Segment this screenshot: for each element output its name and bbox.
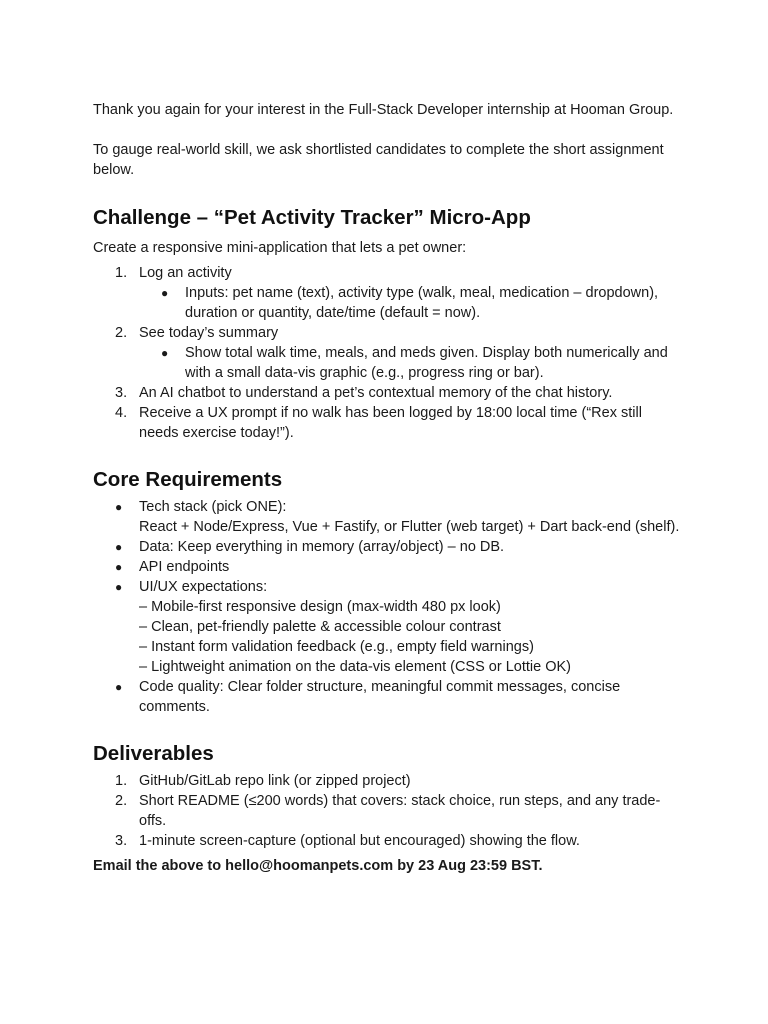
challenge-item [93,383,683,403]
core-requirements-heading: Core Requirements [93,468,283,491]
uiux-point: – Clean, pet-friendly palette & accessible colour contrast [139,619,501,635]
challenge-lead: Create a responsive mini-application that lets a pet owner: [93,240,467,256]
intro-paragraph-1: Thank you again for your interest in the Full-Stack Developer internship at Hooman Group. [93,102,674,118]
bullet-icon: ● [115,580,123,594]
challenge-sublist [139,343,683,383]
deliverable-item [93,831,683,851]
requirement-item [93,537,683,557]
item-text: GitHub/GitLab repo link (or zipped project) [139,773,411,789]
challenge-heading: Challenge – “Pet Activity Tracker” Micro-App [93,206,531,229]
sublist-item-text: Show total walk time, meals, and meds given. Display both numerically and with a small data-vis graphic (e.g., progress ring or bar). [185,345,668,381]
sublist-item-text: Inputs: pet name (text), activity type (walk, meal, medication – dropdown), duration or quantity, date/time (default = now). [185,285,659,321]
uiux-label: UI/UX expectations: [139,579,268,595]
item-number: 4. [115,405,128,421]
deliverable-item [93,771,683,791]
item-text: Receive a UX prompt if no walk has been logged by 18:00 local time (“Rex still needs exercise today!”). [139,405,642,441]
item-number: 1. [115,265,128,281]
document-body [93,100,683,876]
item-number: 2. [115,793,128,809]
core-requirements-list [93,497,683,717]
requirement-item [93,557,683,577]
challenge-item [93,403,683,443]
intro-paragraph-2: To gauge real-world skill, we ask shortlisted candidates to complete the short assignment below. [93,142,664,178]
item-number: 3. [115,385,128,401]
item-text: 1-minute screen-capture (optional but encouraged) showing the flow. [139,833,580,849]
item-text: See today’s summary [139,325,279,341]
item-text: Short README (≤200 words) that covers: stack choice, run steps, and any trade-offs. [139,793,661,829]
item-number: 3. [115,833,128,849]
sublist-item [139,343,683,383]
bullet-icon: ● [115,560,123,574]
tech-stack-options: React + Node/Express, Vue + Fastify, or Flutter (web target) + Dart back-end (shelf). [139,519,680,535]
email-instruction: Email the above to hello@hoomanpets.com by 23 Aug 23:59 BST. [93,858,543,874]
challenge-list [93,263,683,443]
requirement-item [93,577,683,677]
uiux-point: – Lightweight animation on the data-vis element (CSS or Lottie OK) [139,659,572,675]
bullet-icon: ● [161,286,169,300]
deliverables-heading: Deliverables [93,742,214,765]
requirement-item [93,497,683,537]
item-number: 1. [115,773,128,789]
bullet-icon: ● [115,540,123,554]
tech-stack-label: Tech stack (pick ONE): [139,499,287,515]
challenge-item [93,263,683,323]
api-requirement: API endpoints [139,559,230,575]
data-requirement: Data: Keep everything in memory (array/object) – no DB. [139,539,505,555]
bullet-icon: ● [115,680,123,694]
bullet-icon: ● [115,500,123,514]
challenge-sublist [139,283,683,323]
uiux-point: – Instant form validation feedback (e.g., empty field warnings) [139,639,534,655]
uiux-point: – Mobile-first responsive design (max-width 480 px look) [139,599,501,615]
item-text: Log an activity [139,265,232,281]
bullet-icon: ● [161,346,169,360]
item-text: An AI chatbot to understand a pet’s contextual memory of the chat history. [139,385,613,401]
sublist-item [139,283,683,323]
deliverables-list [93,771,683,851]
challenge-item [93,323,683,383]
item-number: 2. [115,325,128,341]
requirement-item [93,677,683,717]
code-quality-requirement: Code quality: Clear folder structure, meaningful commit messages, concise comments. [139,679,621,715]
deliverable-item [93,791,683,831]
